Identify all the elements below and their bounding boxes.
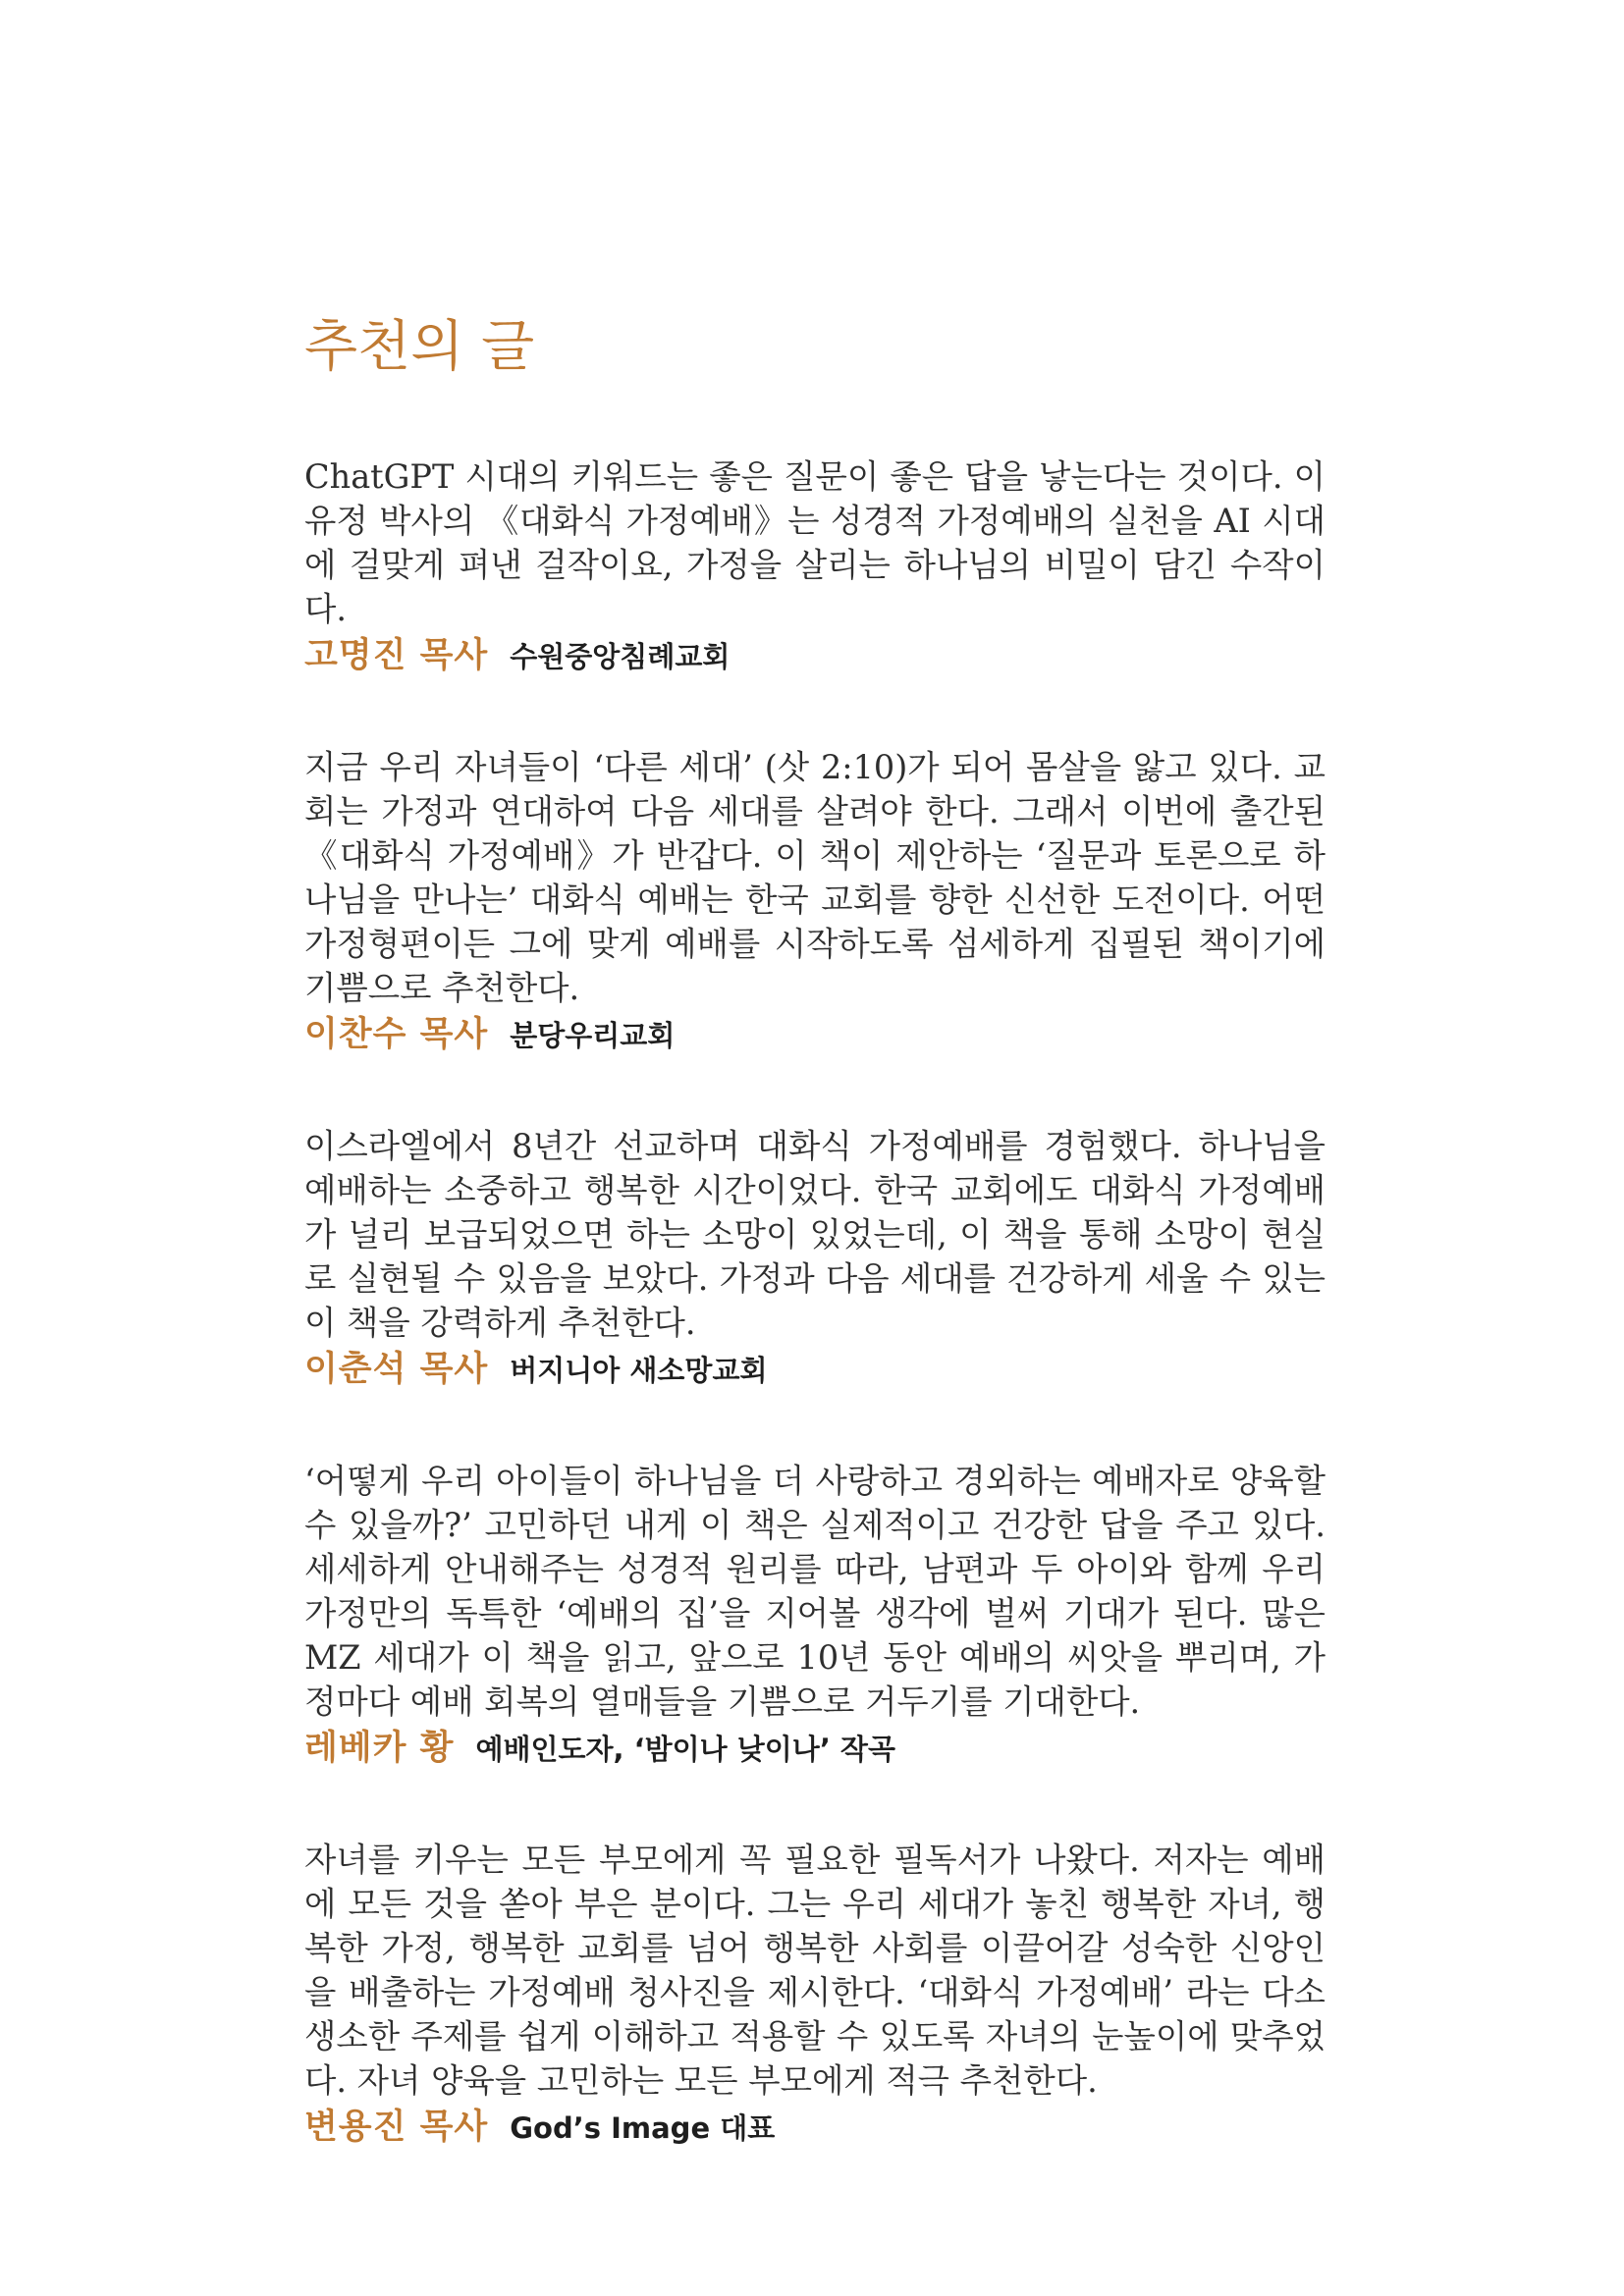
- author-affiliation: God’s Image 대표: [510, 2111, 776, 2145]
- endorsement-2: [304, 745, 1326, 1065]
- endorsement-text: 자녀를 키우는 모든 부모에게 꼭 필요한 필독서가 나왔다. 저자는 예배에 모든 것을 쏟아 부은 분이다. 그는 우리 세대가 놓친 행복한 자녀, 행복한 가정, 행복한 교회를 넘어 행복한 사회를 이끌어갈 성숙한 신앙인을 배출하는 가정예배 청사진을 제시한다. ‘대화식 가정예배’ 라는 다소 생소한 주제를 쉽게 이해하고 적용할 수 있도록 자녀의 눈높이에 맞추었다. 자녀 양육을 고민하는 모든 부모에게 적극 추천한다.: [304, 1841, 1326, 2100]
- page-title: 추천의 글: [304, 315, 535, 379]
- endorsement-list: [304, 454, 1326, 2216]
- author-affiliation: 버지니아 새소망교회: [510, 1354, 768, 1387]
- endorsement-attribution: [304, 1345, 1326, 1400]
- author-affiliation: 예배인도자, ‘밤이나 낮이나’ 작곡: [475, 1733, 895, 1766]
- author-name: 이춘석 목사: [304, 1350, 489, 1389]
- author-affiliation: 분당우리교회: [510, 1019, 676, 1052]
- author-name: 이찬수 목사: [304, 1015, 489, 1054]
- author-name: 변용진 목사: [304, 2108, 489, 2147]
- endorsement-text: 이스라엘에서 8년간 선교하며 대화식 가정예배를 경험했다. 하나님을 예배하는 소중하고 행복한 시간이었다. 한국 교회에도 대화식 가정예배가 널리 보급되었으면 하는 소망이 있었는데, 이 책을 통해 소망이 현실로 실현될 수 있음을 보았다. 가정과 다음 세대를 건강하게 세울 수 있는 이 책을 강력하게 추천한다.: [304, 1127, 1326, 1342]
- endorsement-attribution: [304, 1724, 1326, 1779]
- author-name: 레베카 황: [304, 1729, 455, 1768]
- author-affiliation: 수원중앙침례교회: [510, 640, 731, 673]
- endorsement-1: [304, 454, 1326, 686]
- endorsement-text: 지금 우리 자녀들이 ‘다른 세대’ (삿 2:10)가 되어 몸살을 앓고 있다. 교회는 가정과 연대하여 다음 세대를 살려야 한다. 그래서 이번에 출간된 《대화식 가정예배》가 반갑다. 이 책이 제안하는 ‘질문과 토론으로 하나님을 만나는’ 대화식 예배는 한국 교회를 향한 신선한 도전이다. 어떤 가정형편이든 그에 맞게 예배를 시작하도록 섬세하게 집필된 책이기에 기쁨으로 추천한다.: [304, 748, 1326, 1007]
- endorsement-text: ChatGPT 시대의 키워드는 좋은 질문이 좋은 답을 낳는다는 것이다. 이유정 박사의 《대화식 가정예배》는 성경적 가정예배의 실천을 AI 시대에 걸맞게 펴낸 걸작이요, 가정을 살리는 하나님의 비밀이 담긴 수작이다.: [304, 457, 1326, 628]
- endorsement-4: [304, 1459, 1326, 1779]
- author-name: 고명진 목사: [304, 636, 489, 675]
- endorsement-text: ‘어떻게 우리 아이들이 하나님을 더 사랑하고 경외하는 예배자로 양육할 수 있을까?’ 고민하던 내게 이 책은 실제적이고 건강한 답을 주고 있다. 세세하게 안내해주는 성경적 원리를 따라, 남편과 두 아이와 함께 우리 가정만의 독특한 ‘예배의 집’을 지어볼 생각에 벌써 기대가 된다. 많은 MZ 세대가 이 책을 읽고, 앞으로 10년 동안 예배의 씨앗을 뿌리며, 가정마다 예배 회복의 열매들을 기쁨으로 거두기를 기대한다.: [304, 1462, 1326, 1721]
- endorsement-attribution: [304, 631, 1326, 686]
- endorsement-attribution: [304, 1010, 1326, 1065]
- endorsement-3: [304, 1124, 1326, 1400]
- endorsement-5: [304, 1838, 1326, 2158]
- endorsement-attribution: [304, 2103, 1326, 2158]
